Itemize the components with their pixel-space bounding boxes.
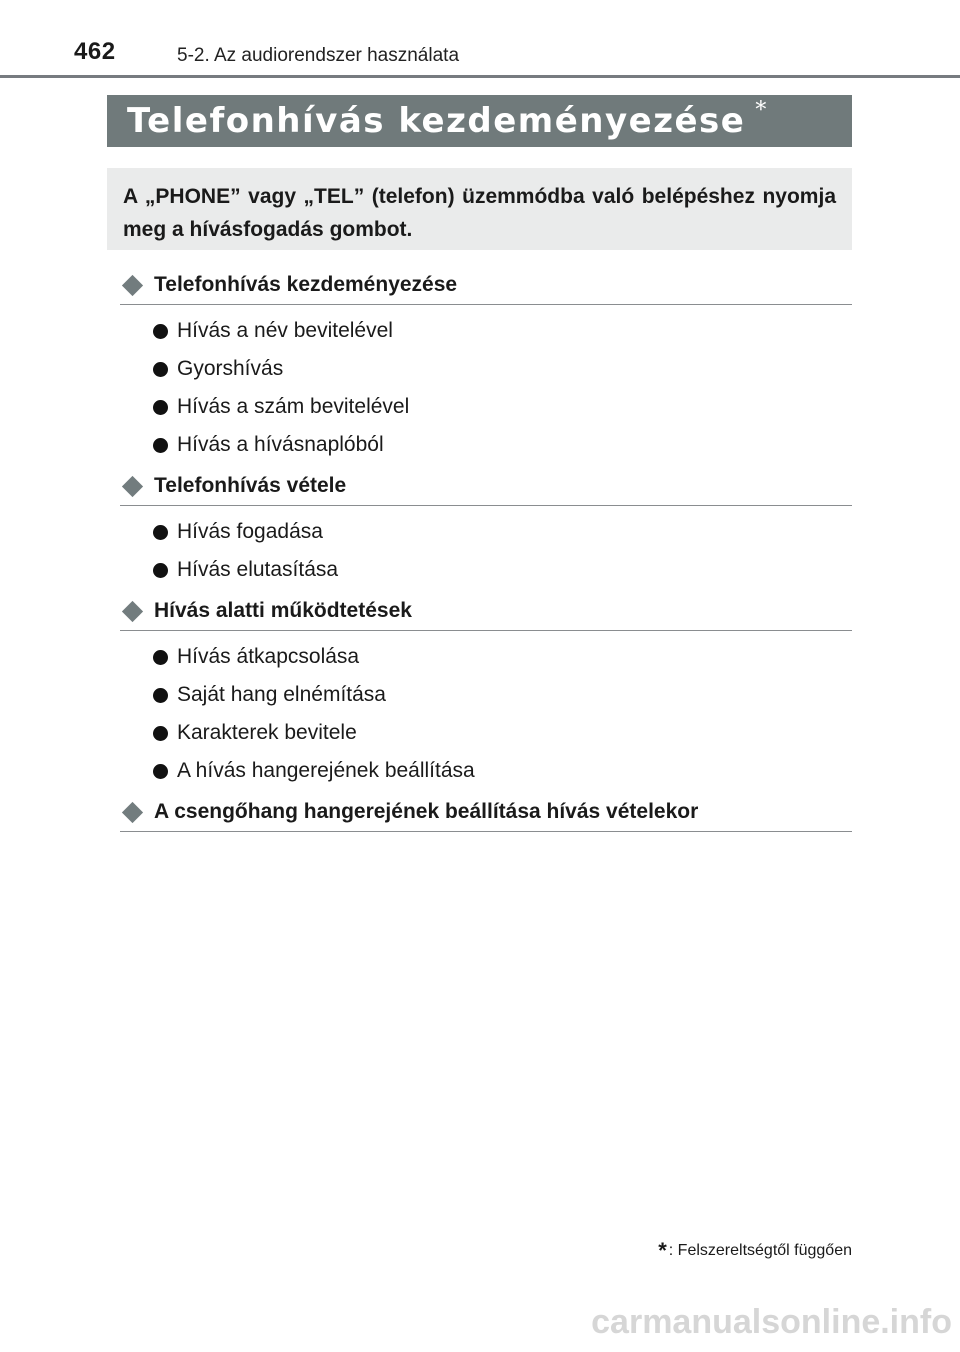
- diamond-bullet-icon: [122, 475, 143, 496]
- list-item-label: Hívás fogadása: [177, 520, 323, 543]
- list-item: [120, 388, 852, 426]
- watermark: carmanualsonline.info: [540, 1292, 960, 1352]
- item-list: [120, 506, 852, 592]
- chapter-heading: 5-2. Az audiorendszer használata: [177, 45, 460, 66]
- list-item: [120, 312, 852, 350]
- section-heading: [120, 467, 852, 506]
- list-item-label: A hívás hangerejének beállítása: [177, 759, 475, 782]
- list-item-label: Hívás elutasítása: [177, 558, 339, 581]
- section-heading: [120, 266, 852, 305]
- page-number: 462: [74, 38, 116, 65]
- list-item: [120, 350, 852, 388]
- list-item: [120, 551, 852, 589]
- list-item: [120, 638, 852, 676]
- list-item: [120, 676, 852, 714]
- section-list: [120, 266, 852, 832]
- section-heading: [120, 592, 852, 631]
- dot-bullet-icon: [153, 362, 168, 377]
- dot-bullet-icon: [153, 688, 168, 703]
- section-title: Telefonhívás kezdeményezése: [154, 273, 458, 296]
- footnote: [658, 1238, 852, 1264]
- list-item-label: Gyorshívás: [177, 357, 284, 380]
- dot-bullet-icon: [153, 400, 168, 415]
- dot-bullet-icon: [153, 650, 168, 665]
- diamond-bullet-icon: [122, 801, 143, 822]
- list-item: [120, 426, 852, 464]
- asterisk-icon: *: [755, 97, 767, 123]
- dot-bullet-icon: [153, 438, 168, 453]
- title-bar: [107, 95, 852, 147]
- list-item-label: Karakterek bevitele: [177, 721, 357, 744]
- diamond-bullet-icon: [122, 274, 143, 295]
- section-title: Telefonhívás vétele: [154, 474, 347, 497]
- section: [120, 592, 852, 793]
- section-title: Hívás alatti működtetések: [154, 599, 412, 622]
- list-item-label: Hívás a szám bevitelével: [177, 395, 410, 418]
- asterisk-icon: *: [658, 1238, 667, 1263]
- list-item: [120, 513, 852, 551]
- section: [120, 266, 852, 467]
- list-item-label: Hívás átkapcsolása: [177, 645, 360, 668]
- list-item-label: Hívás a név bevitelével: [177, 319, 393, 342]
- section-heading: [120, 793, 852, 832]
- footnote-text: : Felszereltségtől függően: [668, 1242, 852, 1259]
- list-item: [120, 714, 852, 752]
- intro-box: A „PHONE” vagy „TEL” (telefon) üzemmódba való belépéshez nyomja meg a hívásfogadás gombot.: [107, 168, 852, 250]
- dot-bullet-icon: [153, 764, 168, 779]
- diamond-bullet-icon: [122, 600, 143, 621]
- section-title: A csengőhang hangerejének beállítása hívás vételekor: [154, 800, 699, 823]
- item-list: [120, 631, 852, 793]
- header-divider: [0, 75, 960, 78]
- list-item-label: Hívás a hívásnaplóból: [177, 433, 384, 456]
- page-title: Telefonhívás kezdeményezése: [127, 101, 746, 141]
- section: [120, 793, 852, 832]
- dot-bullet-icon: [153, 726, 168, 741]
- dot-bullet-icon: [153, 525, 168, 540]
- section: [120, 467, 852, 592]
- dot-bullet-icon: [153, 563, 168, 578]
- item-list: [120, 305, 852, 467]
- list-item-label: Saját hang elnémítása: [177, 683, 386, 706]
- list-item: [120, 752, 852, 790]
- dot-bullet-icon: [153, 324, 168, 339]
